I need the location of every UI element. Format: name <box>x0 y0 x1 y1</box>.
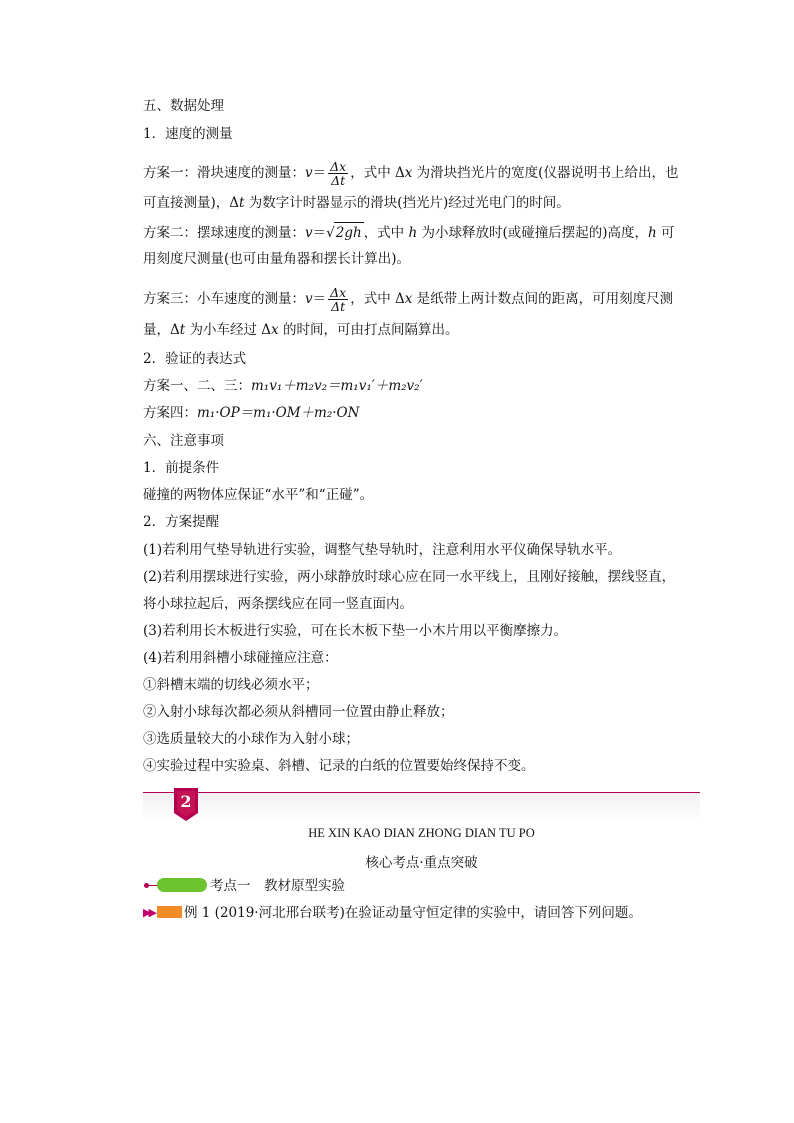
note-item-2: ②入射小球每次都必须从斜槽同一位置由静止释放； <box>143 704 454 720</box>
reminder-2-line2: 将小球拉起后，两条摆线应在同一竖直面内。 <box>143 596 413 612</box>
reminder-4: (4)若利用斜槽小球碰撞应注意： <box>143 650 338 666</box>
subheading-preconditions: 1．前提条件 <box>143 460 220 476</box>
section-pinyin: HE XIN KAO DIAN ZHONG DIAN TU PO <box>308 826 535 840</box>
subheading-verify-expression: 2．验证的表达式 <box>143 351 247 367</box>
kaodian-heading: 考点一 教材原型实验 <box>210 878 345 894</box>
reminder-1: (1)若利用气垫导轨进行实验，调整气垫导轨时，注意利用水平仪确保导轨水平。 <box>143 542 622 558</box>
section-title-core: 核心考点·重点突破 <box>365 855 478 871</box>
reminder-3: (3)若利用长木板进行实验，可在长木板下垫一小木片用以平衡摩擦力。 <box>143 623 568 639</box>
note-item-1: ①斜槽末端的切线必须水平； <box>143 677 319 693</box>
plan2-sqrt: 2gh <box>334 222 364 243</box>
double-arrow-icon: ▶▶ <box>143 906 154 919</box>
plan1-line2: 可直接测量)，Δt 为数字计时器显示的滑块(挡光片)经过光电门的时间。 <box>143 195 570 211</box>
expression-plan4: 方案四：m₁·OP＝m₁·OM＋m₂·ON <box>143 405 360 421</box>
plan3-fraction: $\frac{\Delta x}{\Delta t}$ <box>330 285 347 314</box>
subheading-speed-measurement: 1．速度的测量 <box>143 126 233 142</box>
plan1-line1: 方案一：滑块速度的测量：v＝ $\frac{\Delta x}{\Delta t}$ ，式中 Δx 为滑块挡光片的宽度(仪器说明书上给出，也 <box>143 159 679 188</box>
plan2-line2: 用刻度尺测量(也可由量角器和摆长计算出)。 <box>143 251 411 267</box>
example-1-text: 例 1 (2019·河北邢台联考)在验证动量守恒定律的实验中，请回答下列问题。 <box>184 905 642 921</box>
kaodian-pill <box>157 878 207 892</box>
section-number: 2 <box>180 792 192 811</box>
plan3-line2: 量，Δt 为小车经过 Δx 的时间，可由打点间隔算出。 <box>143 322 459 338</box>
reminder-2-line1: (2)若利用摆球进行实验，两小球静放时球心应在同一水平线上，且刚好接触，摆线竖直， <box>143 569 676 585</box>
subheading-plan-reminders: 2．方案提醒 <box>143 514 220 530</box>
note-item-3: ③选质量较大的小球作为入射小球； <box>143 731 359 747</box>
example-tag-icon <box>157 906 182 918</box>
section-title-notes: 六、注意事项 <box>143 433 224 449</box>
section-title-data-processing: 五、数据处理 <box>143 98 224 114</box>
precondition-text: 碰撞的两物体应保证“水平”和“正碰”。 <box>143 487 374 503</box>
plan3-line1: 方案三：小车速度的测量：v＝ $\frac{\Delta x}{\Delta t}$ ，式中 Δx 是纸带上两计数点间的距离，可用刻度尺测 <box>143 285 674 314</box>
plan2-line1: 方案二：摆球速度的测量：v＝√2gh ，式中 h 为小球释放时(或碰撞后摆起的)高度，h 可 <box>143 222 675 243</box>
section-banner <box>143 793 700 821</box>
plan1-fraction: $\frac{\Delta x}{\Delta t}$ <box>330 159 347 188</box>
note-item-4: ④实验过程中实验桌、斜槽、记录的白纸的位置要始终保持不变。 <box>143 758 535 774</box>
section-divider <box>143 792 700 793</box>
expression-plan1-3: 方案一、二、三：m₁v₁＋m₂v₂＝m₁v₁′＋m₂v₂′ <box>143 378 423 394</box>
